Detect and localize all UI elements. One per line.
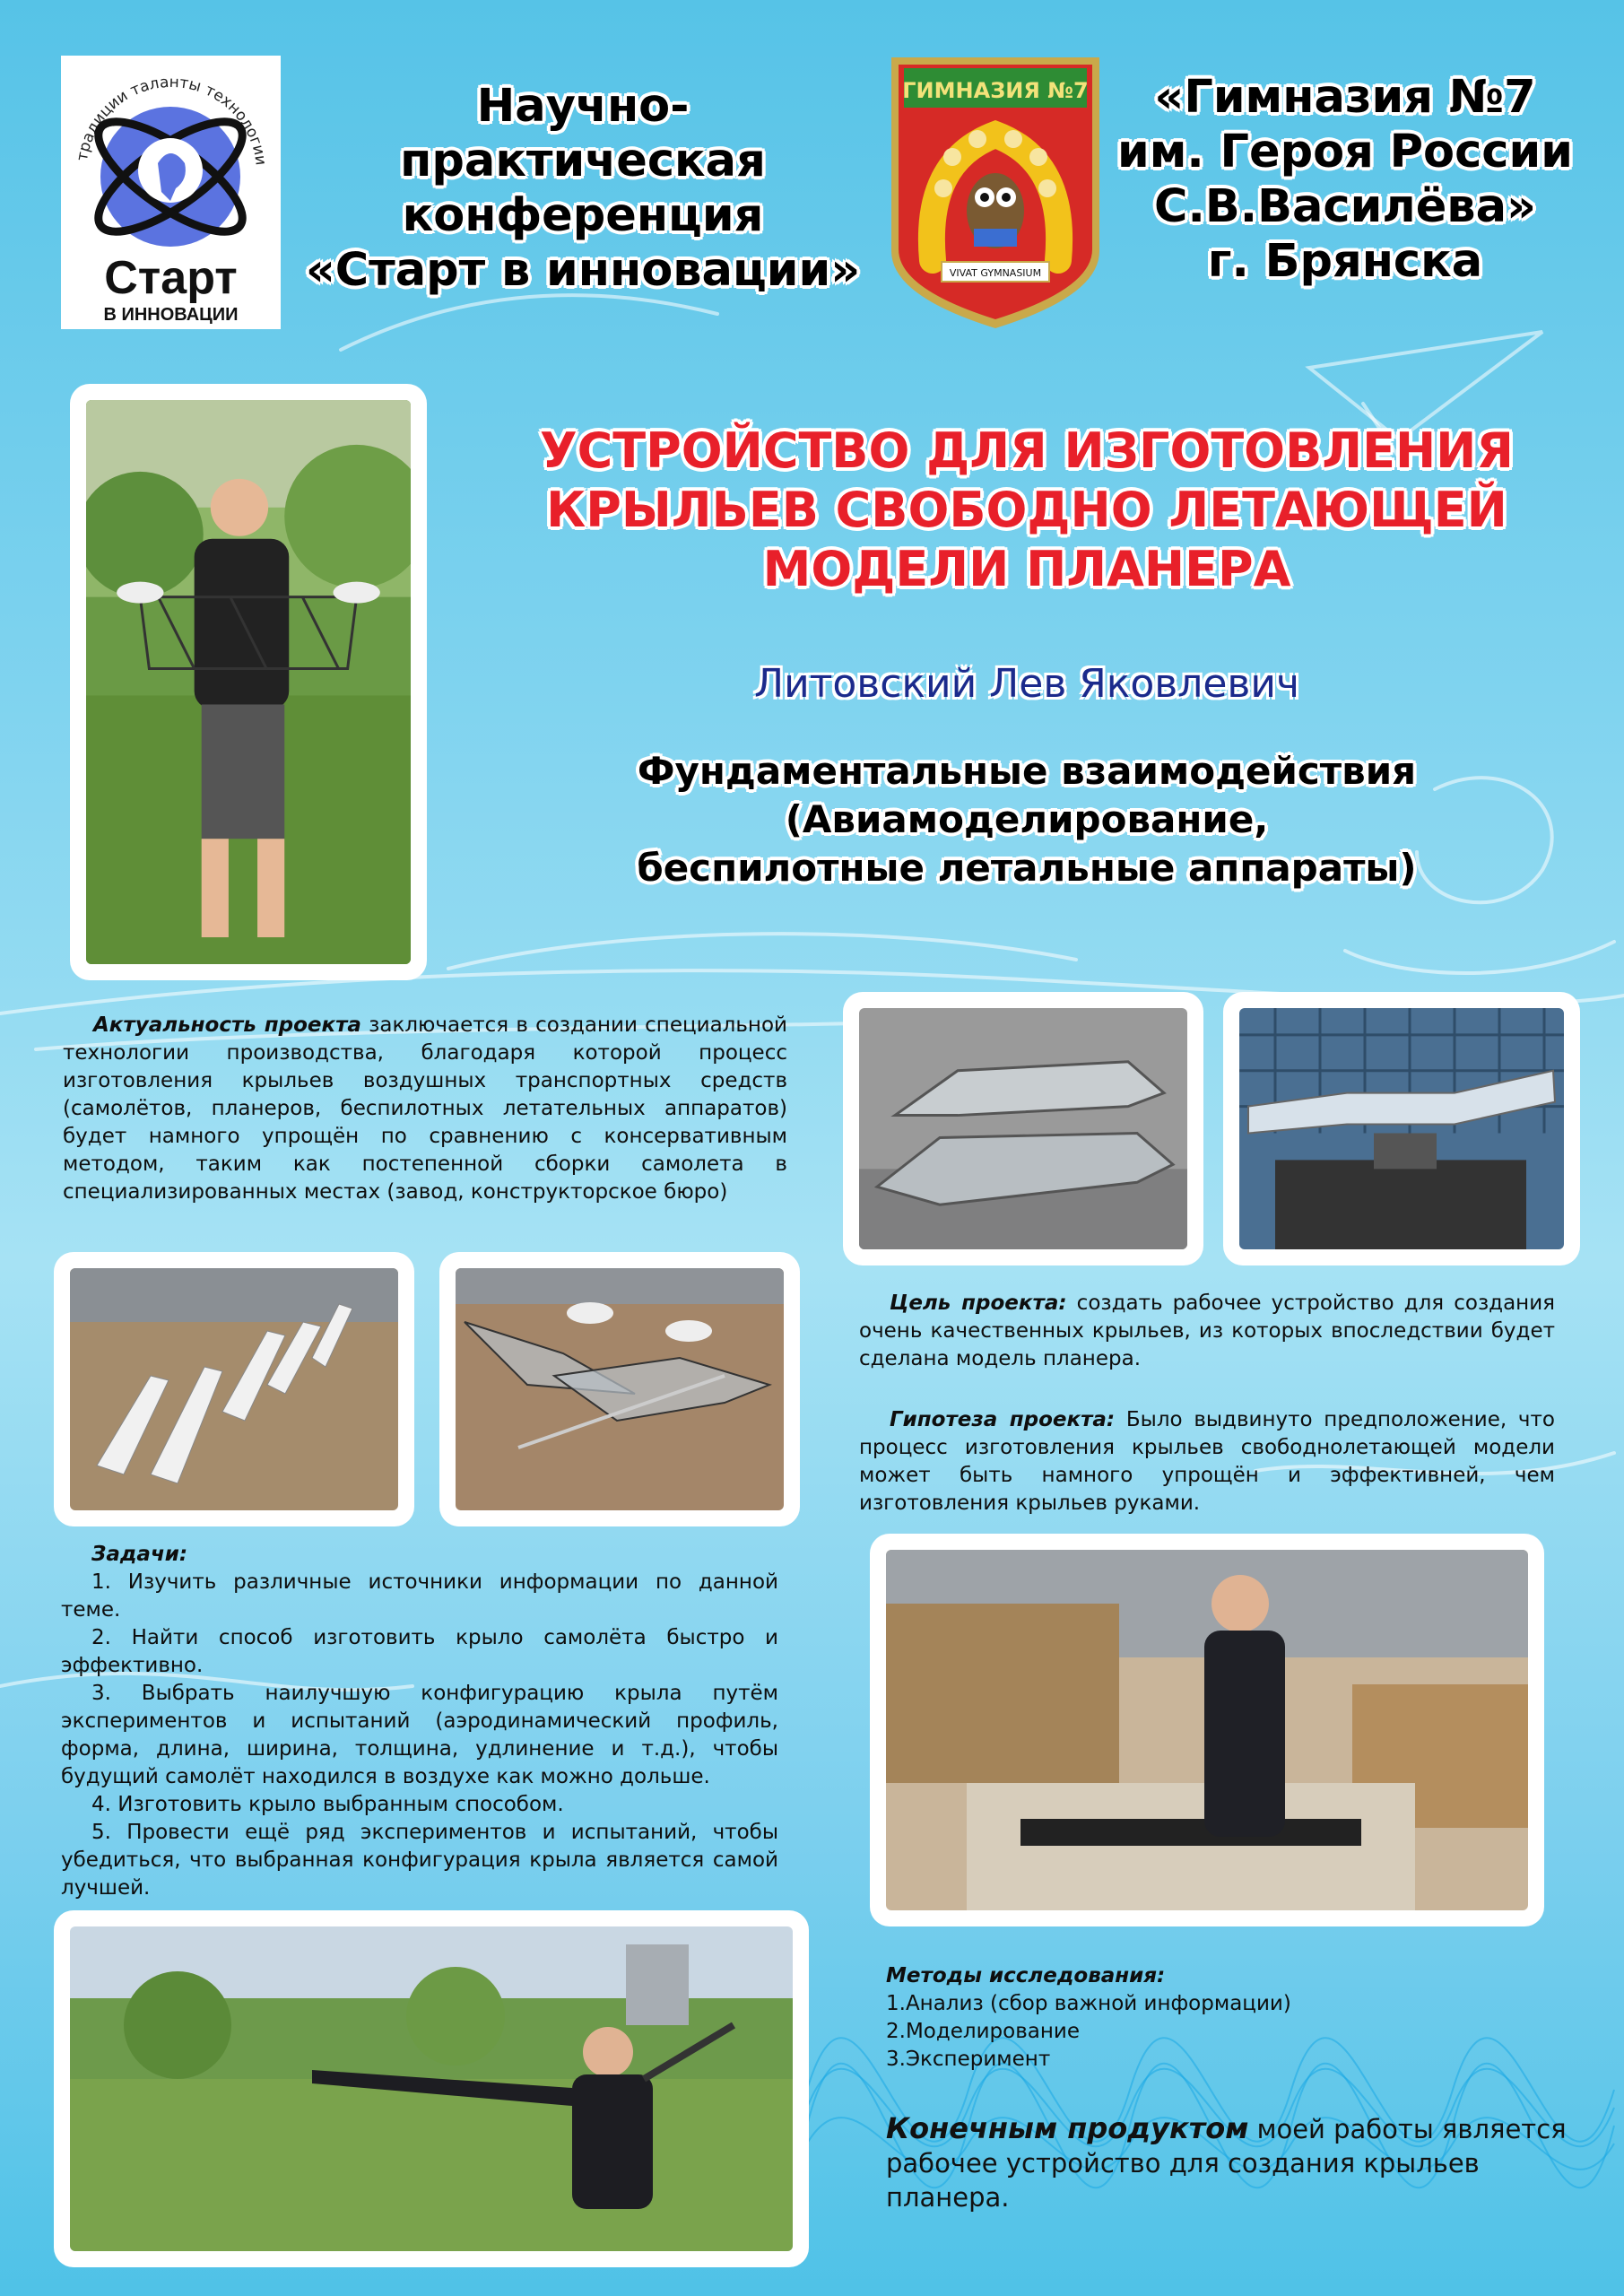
gliders-table-image	[70, 1268, 398, 1510]
conference-line: конференция	[402, 189, 764, 242]
photo-workshop	[870, 1534, 1544, 1926]
section-line: (Авиамоделирование,	[785, 797, 1269, 841]
relevance-lead: Актуальность проекта	[93, 1013, 361, 1037]
conference-line: «Старт в инновации»	[305, 244, 861, 297]
school-name	[1107, 70, 1583, 289]
school-line: г. Брянска	[1207, 235, 1483, 288]
project-title	[448, 422, 1605, 599]
glider-launch-image	[70, 1926, 793, 2251]
section-line: Фундаментальные взаимодействия	[637, 749, 1417, 793]
relevance-text: заключается в создании специальной технологии производства, благодаря которой процесс изготовления крыльев воздушных транспортных средств (самолётов, планеров, беспилотных летательных аппаратов) будет намного упрощён по сравнению с консервативным методом, таким как постепенной сборки самолета в специализированных местах (завод, конструкторское бюро)	[63, 1013, 787, 1204]
conference-line: практическая	[400, 135, 766, 187]
start-logo	[61, 56, 281, 329]
wing-molds-image	[859, 1008, 1187, 1249]
title-line: КРЫЛЬЕВ СВОБОДНО ЛЕТАЮЩЕЙ	[546, 482, 1507, 538]
method-item: 2.Моделирование	[886, 2020, 1081, 2043]
workshop-image	[886, 1550, 1528, 1910]
photo-device-scales	[1223, 992, 1580, 1265]
svg-text:ГИМНАЗИЯ №7: ГИМНАЗИЯ №7	[902, 78, 1089, 103]
hypothesis-lead: Гипотеза проекта:	[890, 1408, 1116, 1431]
crest-icon	[888, 54, 1103, 332]
photo-author-with-glider	[70, 384, 427, 980]
glider-frames-image	[456, 1268, 784, 1510]
task-item: 1. Изучить различные источники информации по данной теме.	[61, 1570, 778, 1622]
school-line: С.В.Василёва»	[1154, 180, 1536, 233]
photo-gliders-table	[54, 1252, 414, 1526]
task-item: 3. Выбрать наилучшую конфигурацию крыла путём экспериментов и испытаний (аэродинамический профиль, форма, длина, ширина, толщина, удлинение и т.д.), чтобы будущий самолёт находился в воздухе как можно дольше.	[61, 1682, 778, 1788]
goal-paragraph	[859, 1290, 1555, 1373]
photo-glider-launch	[54, 1910, 809, 2267]
hypothesis-paragraph	[859, 1406, 1555, 1518]
author-name: Литовский Лев Яковлевич	[754, 661, 1299, 707]
device-scales-image	[1239, 1008, 1564, 1249]
gymnasium-crest	[888, 54, 1103, 332]
logo-text-sub: В ИННОВАЦИИ	[103, 305, 239, 325]
goal-text: создать рабочее устройство для создания очень качественных крыльев, из которых впоследствии будет сделана модель планера.	[859, 1292, 1555, 1370]
logo-text-main: Старт	[104, 252, 238, 304]
photo-glider-frames	[439, 1252, 800, 1526]
product-lead: Конечным продуктом	[886, 2111, 1249, 2145]
goal-lead: Цель проекта:	[890, 1292, 1067, 1315]
school-line: «Гимназия №7	[1154, 71, 1536, 124]
method-item: 1.Анализ (сбор важной информации)	[886, 1992, 1291, 2015]
svg-text:традиции таланты технологии: традиции таланты технологии	[73, 73, 270, 167]
product-text: моей работы является рабочее устройство для создания крыльев планера.	[886, 2114, 1567, 2213]
tasks-section	[61, 1541, 778, 1902]
author-glider-image	[86, 400, 411, 964]
methods-section	[886, 1962, 1568, 2074]
title-line: УСТРОЙСТВО ДЛЯ ИЗГОТОВЛЕНИЯ	[540, 422, 1514, 479]
relevance-paragraph	[63, 1012, 787, 1206]
methods-heading: Методы исследования:	[886, 1964, 1166, 1987]
tasks-heading: Задачи:	[91, 1543, 188, 1566]
section-line: беспилотные летальные аппараты)	[637, 846, 1417, 890]
conference-line: Научно-	[476, 80, 690, 133]
title-line: МОДЕЛИ ПЛАНЕРА	[762, 541, 1291, 597]
svg-text:VIVAT GYMNASIUM: VIVAT GYMNASIUM	[949, 267, 1042, 279]
atom-logo-icon	[61, 56, 281, 262]
method-item: 3.Эксперимент	[886, 2048, 1051, 2071]
section-name	[448, 747, 1605, 892]
photo-wing-molds	[843, 992, 1203, 1265]
conference-heading	[296, 79, 870, 298]
final-product-paragraph	[886, 2111, 1568, 2214]
task-item: 5. Провести ещё ряд экспериментов и испытаний, чтобы убедиться, что выбранная конфигурация крыла является самой лучшей.	[61, 1821, 778, 1900]
task-item: 4. Изготовить крыло выбранным способом.	[91, 1793, 564, 1816]
hypothesis-text: Было выдвинуто предположение, что процесс изготовления крыльев свободнолетающей модели может быть намного упрощён и эффективней, чем изготовления крыльев руками.	[859, 1408, 1555, 1515]
task-item: 2. Найти способ изготовить крыло самолёта быстро и эффективно.	[61, 1626, 778, 1677]
school-line: им. Героя России	[1116, 126, 1574, 178]
